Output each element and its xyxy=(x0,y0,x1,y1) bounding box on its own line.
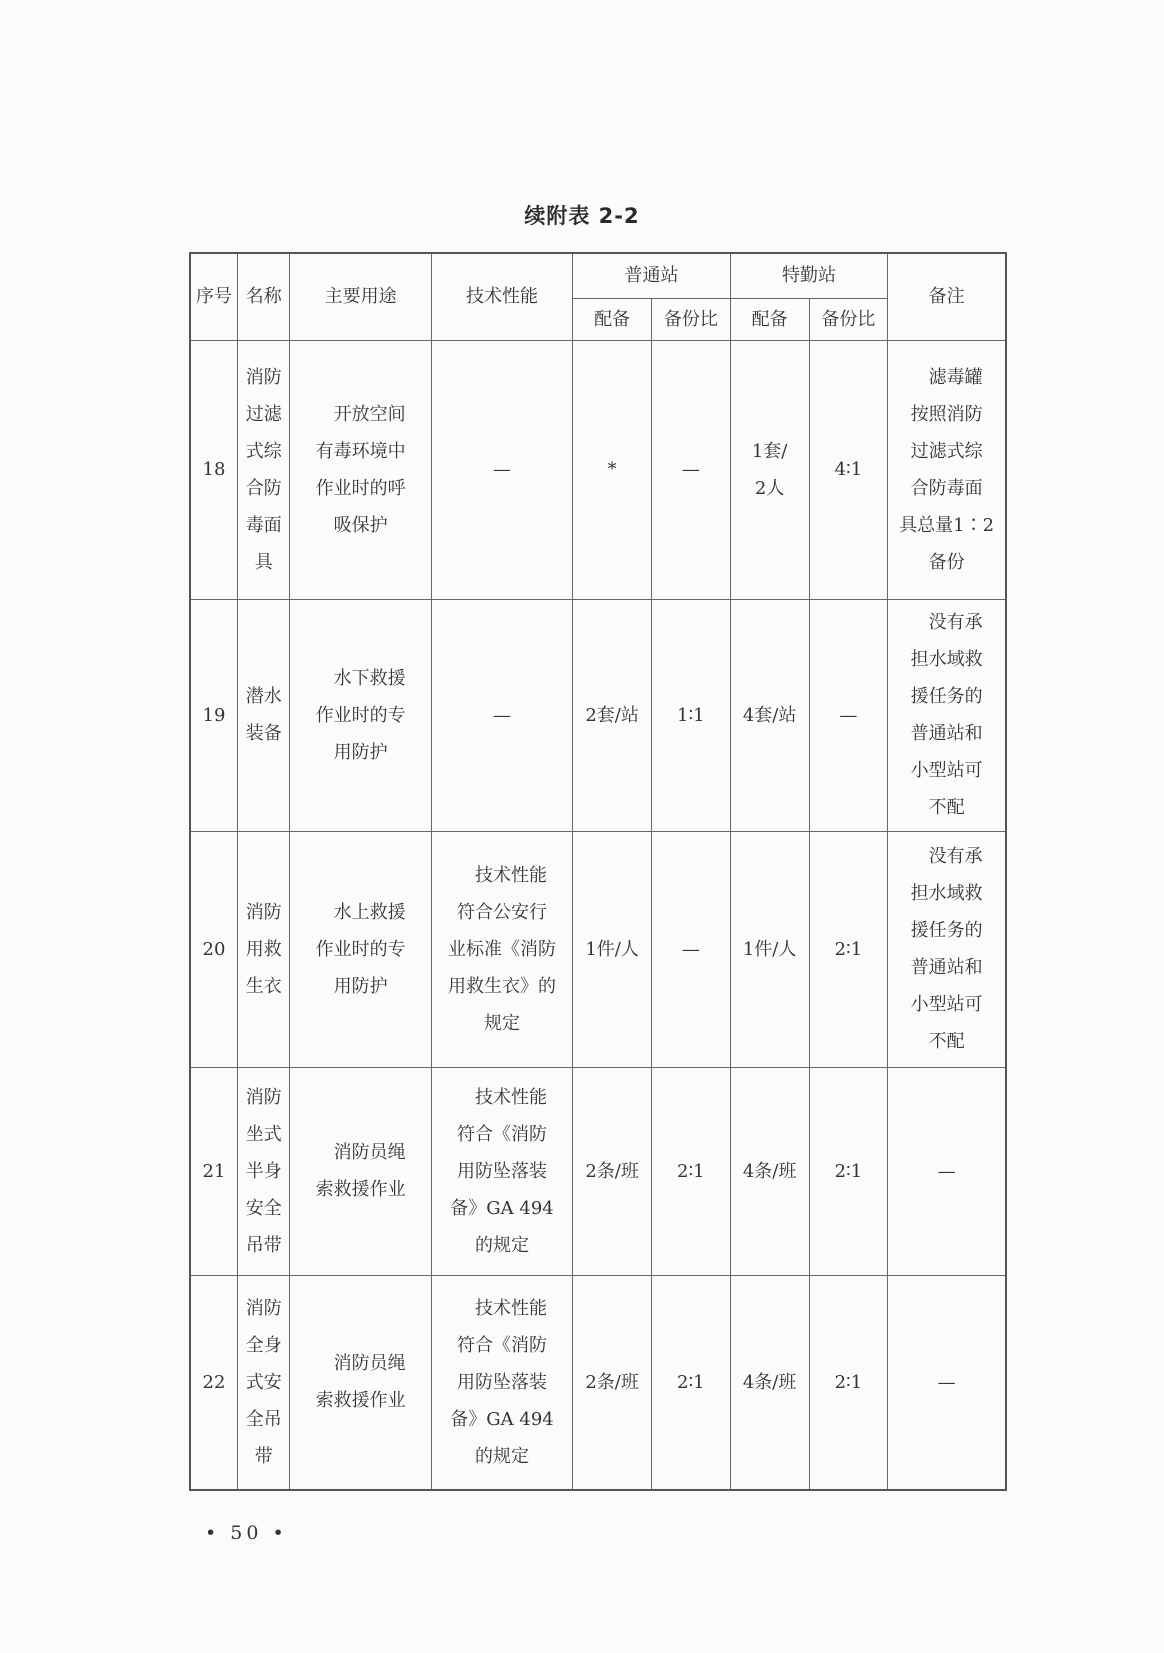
row-special-equip: 1套/ 2人 xyxy=(730,340,809,599)
row-special-equip: 4套/站 xyxy=(730,599,809,831)
row-special-equip: 1件/人 xyxy=(730,831,809,1067)
header-seq: 序号 xyxy=(190,253,237,340)
table-row xyxy=(190,340,1006,599)
row-name: 消防 坐式 半身 安全 吊带 xyxy=(237,1067,290,1275)
header-perf: 技术性能 xyxy=(431,253,572,340)
header-name: 名称 xyxy=(237,253,290,340)
row-name: 消防 过滤 式综 合防 毒面 具 xyxy=(237,340,290,599)
table-title: 续附表 2-2 xyxy=(524,204,640,228)
header-special-ratio: 备份比 xyxy=(809,298,888,340)
equipment-table xyxy=(189,252,1007,1491)
row-normal-equip: * xyxy=(573,340,652,599)
row-use: 水下救援 作业时的专 用防护 xyxy=(290,599,431,831)
row-seq: 22 xyxy=(190,1275,237,1490)
table-row xyxy=(190,1067,1006,1275)
row-normal-ratio: 2∶1 xyxy=(651,1275,730,1490)
row-use: 水上救援 作业时的专 用防护 xyxy=(290,831,431,1067)
row-note: — xyxy=(888,1067,1006,1275)
row-normal-ratio: — xyxy=(651,831,730,1067)
row-perf: 技术性能 符合公安行 业标准《消防 用救生衣》的 规定 xyxy=(431,831,572,1067)
header-normal-equip: 配备 xyxy=(573,298,652,340)
row-normal-equip: 2条/班 xyxy=(573,1275,652,1490)
header-normal-station: 普通站 xyxy=(573,253,731,298)
row-perf: — xyxy=(431,340,572,599)
row-note: 没有承 担水域救 援任务的 普通站和 小型站可 不配 xyxy=(888,831,1006,1067)
row-special-equip: 4条/班 xyxy=(730,1067,809,1275)
page-number: • 50 • xyxy=(205,1522,288,1544)
row-seq: 20 xyxy=(190,831,237,1067)
row-note: 没有承 担水域救 援任务的 普通站和 小型站可 不配 xyxy=(888,599,1006,831)
row-name: 消防 用救 生衣 xyxy=(237,831,290,1067)
row-note: 滤毒罐 按照消防 过滤式综 合防毒面 具总量1∶2 备份 xyxy=(888,340,1006,599)
table-row xyxy=(190,1275,1006,1490)
row-special-ratio: 4∶1 xyxy=(809,340,888,599)
header-note: 备注 xyxy=(888,253,1006,340)
row-seq: 18 xyxy=(190,340,237,599)
table-row xyxy=(190,599,1006,831)
row-note: — xyxy=(888,1275,1006,1490)
row-normal-ratio: — xyxy=(651,340,730,599)
row-special-ratio: 2∶1 xyxy=(809,831,888,1067)
row-normal-equip: 2条/班 xyxy=(573,1067,652,1275)
table-row xyxy=(190,831,1006,1067)
row-normal-ratio: 2∶1 xyxy=(651,1067,730,1275)
row-seq: 21 xyxy=(190,1067,237,1275)
row-special-ratio: 2∶1 xyxy=(809,1067,888,1275)
header-normal-ratio: 备份比 xyxy=(651,298,730,340)
row-normal-ratio: 1∶1 xyxy=(651,599,730,831)
row-seq: 19 xyxy=(190,599,237,831)
row-perf: 技术性能 符合《消防 用防坠落装 备》GA 494 的规定 xyxy=(431,1067,572,1275)
row-name: 消防 全身 式安 全吊 带 xyxy=(237,1275,290,1490)
header-special-station: 特勤站 xyxy=(730,253,888,298)
row-normal-equip: 2套/站 xyxy=(573,599,652,831)
row-use: 消防员绳 索救援作业 xyxy=(290,1275,431,1490)
row-normal-equip: 1件/人 xyxy=(573,831,652,1067)
header-special-equip: 配备 xyxy=(730,298,809,340)
row-use: 消防员绳 索救援作业 xyxy=(290,1067,431,1275)
row-perf: 技术性能 符合《消防 用防坠落装 备》GA 494 的规定 xyxy=(431,1275,572,1490)
row-name: 潜水 装备 xyxy=(237,599,290,831)
header-use: 主要用途 xyxy=(290,253,431,340)
row-perf: — xyxy=(431,599,572,831)
row-special-ratio: — xyxy=(809,599,888,831)
row-special-ratio: 2∶1 xyxy=(809,1275,888,1490)
row-special-equip: 4条/班 xyxy=(730,1275,809,1490)
row-use: 开放空间 有毒环境中 作业时的呼 吸保护 xyxy=(290,340,431,599)
